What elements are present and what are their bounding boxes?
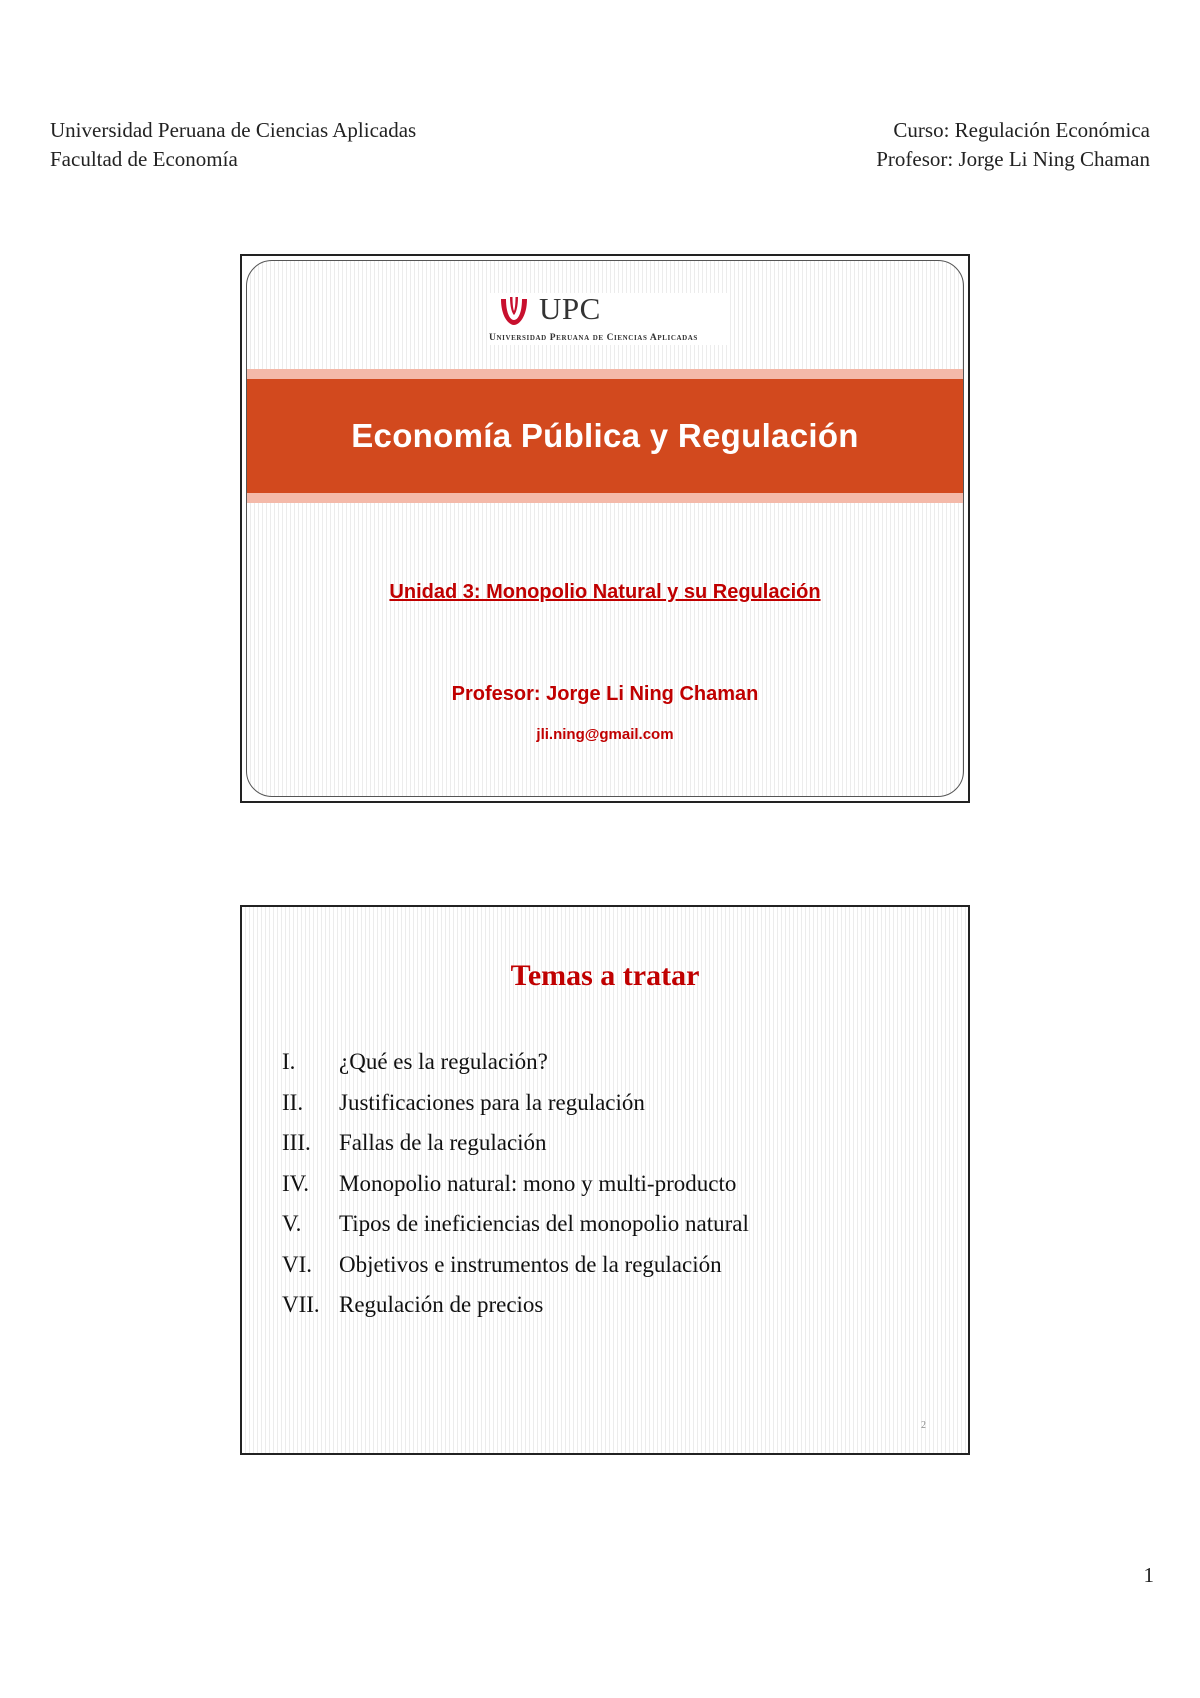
title-band <box>247 369 963 503</box>
title-band-core <box>247 379 963 493</box>
slide-1-title: Economía Pública y Regulación <box>351 417 859 454</box>
list-item <box>282 1042 749 1083</box>
topic-text: Monopolio natural: mono y multi-producto <box>339 1170 737 1196</box>
university-name: Universidad Peruana de Ciencias Aplicadas <box>50 118 417 142</box>
slide-1-professor: Profesor: Jorge Li Ning Chaman <box>451 683 759 705</box>
page-number: 1 <box>1143 1563 1154 1587</box>
topic-text: ¿Qué es la regulación? <box>339 1049 548 1074</box>
topics-title: Temas a tratar <box>510 959 700 992</box>
topic-number: III. <box>282 1130 311 1155</box>
topic-text: Tipos de ineficiencias del monopolio natural <box>339 1211 749 1236</box>
topic-number: IV. <box>282 1170 310 1196</box>
topic-number: VI. <box>282 1251 313 1277</box>
topic-number: II. <box>282 1089 304 1115</box>
topic-number: V. <box>282 1211 302 1236</box>
list-item <box>282 1204 749 1245</box>
slide-2-body <box>242 907 968 1453</box>
topic-text: Objetivos e instrumentos de la regulación <box>339 1251 722 1277</box>
faculty-name: Facultad de Economía <box>50 147 238 171</box>
slide-number: 2 <box>921 1420 926 1431</box>
topic-text: Justificaciones para la regulación <box>339 1089 645 1115</box>
unit-title: Unidad 3: Monopolio Natural y su Regulación <box>389 581 821 603</box>
upc-logo-text: UPC <box>539 291 601 326</box>
list-item <box>282 1285 749 1326</box>
upc-logo-icon <box>497 293 531 329</box>
topic-text: Regulación de precios <box>339 1292 544 1317</box>
slide-1 <box>240 254 970 803</box>
topic-number: I. <box>282 1049 296 1074</box>
header-left <box>50 116 416 174</box>
upc-logo-subtitle: Universidad Peruana de Ciencias Aplicadas <box>489 333 698 343</box>
course-name: Curso: Regulación Económica <box>893 118 1150 142</box>
topics-list <box>282 1042 749 1326</box>
list-item <box>282 1123 749 1164</box>
topic-number: VII. <box>282 1292 320 1317</box>
topic-text: Fallas de la regulación <box>339 1130 547 1155</box>
professor-name: Profesor: Jorge Li Ning Chaman <box>876 147 1150 171</box>
list-item <box>282 1164 749 1205</box>
slide-1-body <box>246 260 964 797</box>
list-item <box>282 1083 749 1124</box>
header-right <box>876 116 1150 174</box>
professor-email: jli.ning@gmail.com <box>536 726 674 743</box>
page-header <box>50 116 1150 176</box>
upc-logo <box>487 293 727 345</box>
slide-2 <box>240 905 970 1455</box>
list-item <box>282 1245 749 1286</box>
